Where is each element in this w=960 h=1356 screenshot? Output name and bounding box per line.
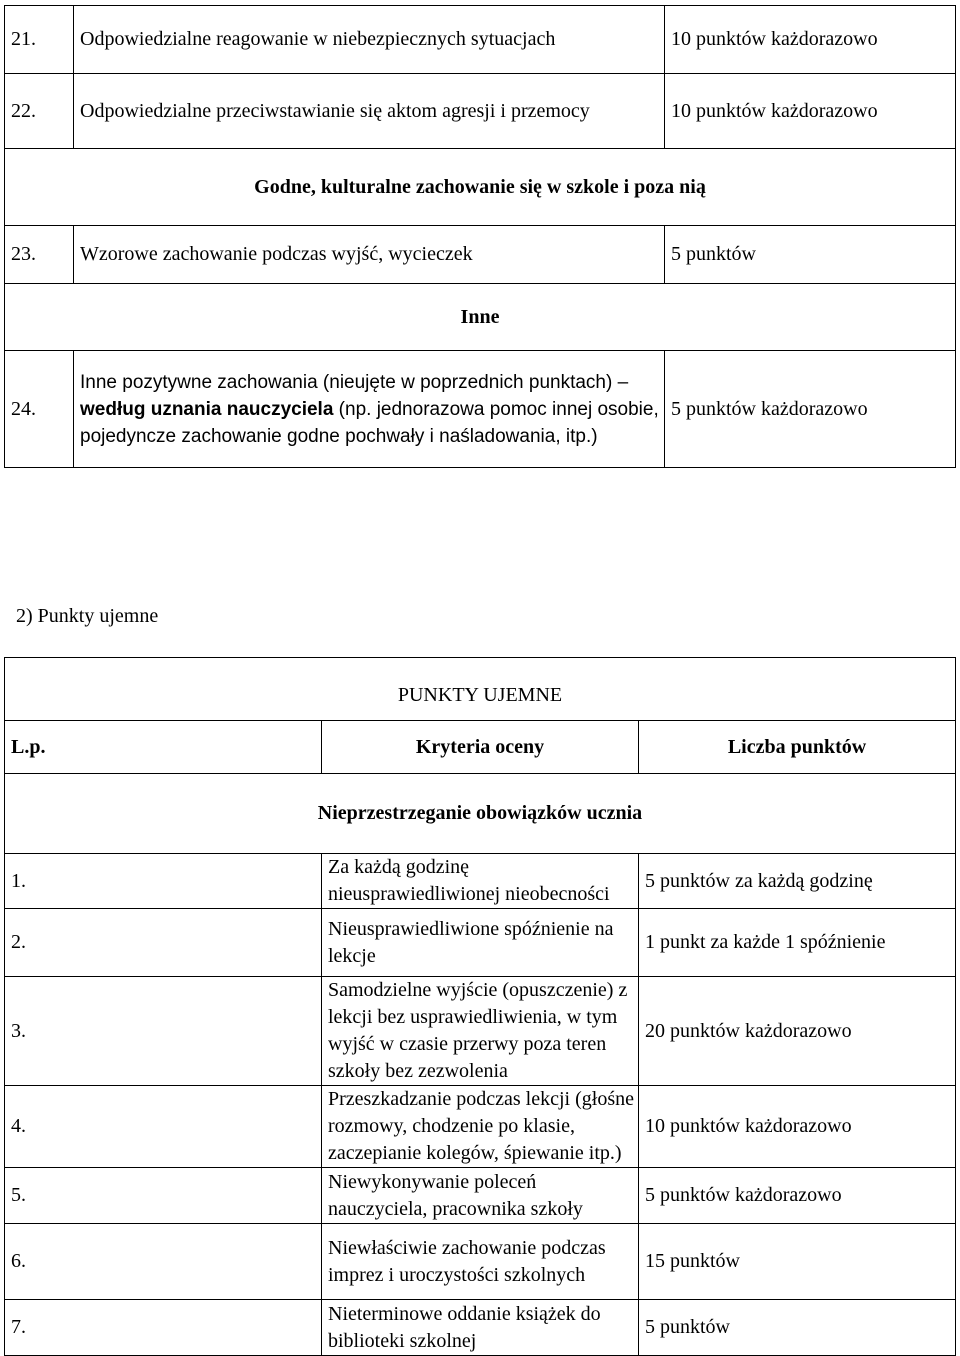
row-points: 5 punktów za każdą godzinę [639,854,956,909]
row-criterion: Za każdą godzinę nieusprawiedliwionej nieobecności [322,854,639,909]
row-number: 4. [5,1086,322,1168]
row-points: 10 punktów każdorazowo [665,74,956,149]
table-row [5,351,956,468]
row-number: 2. [5,909,322,977]
column-header-row [5,721,956,774]
row-number: 7. [5,1300,322,1356]
table-row [5,74,956,149]
column-header-criteria: Kryteria oceny [322,721,639,774]
criterion-text: (np. jednorazowa pomoc innej osobie, pojedyncze zachowanie godne pochwały i naśladowania, itp.) [80,398,659,447]
row-criterion: Wzorowe zachowanie podczas wyjść, wycieczek [74,226,665,284]
section-header-row [5,284,956,351]
positive-points-table [4,5,956,468]
criterion-emphasis: według uznania nauczyciela [80,398,334,420]
table-row [5,1300,956,1356]
row-criterion: Przeszkadzanie podczas lekcji (głośne rozmowy, chodzenie po klasie, zaczepianie kolegów, śpiewanie itp.) [322,1086,639,1168]
row-number: 23. [5,226,74,284]
row-criterion: Niewłaściwie zachowanie podczas imprez i uroczystości szkolnych [322,1224,639,1300]
row-number: 24. [5,351,74,468]
column-header-points: Liczba punktów [639,721,956,774]
row-number: 5. [5,1168,322,1224]
section-header-duties: Nieprzestrzeganie obowiązków ucznia [5,774,956,854]
row-points: 10 punktów każdorazowo [665,6,956,74]
row-criterion: Nieusprawiedliwione spóźnienie na lekcje [322,909,639,977]
row-points: 20 punktów każdorazowo [639,977,956,1086]
table-row [5,1168,956,1224]
row-number: 3. [5,977,322,1086]
row-points: 5 punktów każdorazowo [639,1168,956,1224]
table-row [5,1224,956,1300]
table-row [5,1086,956,1168]
table-row [5,226,956,284]
row-points: 5 punktów [639,1300,956,1356]
row-criterion [74,351,665,468]
row-criterion: Samodzielne wyjście (opuszczenie) z lekcji bez usprawiedliwienia, w tym wyjść w czasie przerwy poza teren szkoły bez zezwolenia [322,977,639,1086]
row-number: 6. [5,1224,322,1300]
criterion-text: Inne pozytywne zachowania (nieujęte w poprzednich punktach) – [80,371,629,393]
row-points: 10 punktów każdorazowo [639,1086,956,1168]
row-criterion: Odpowiedzialne przeciwstawianie się aktom agresji i przemocy [74,74,665,149]
table-row [5,854,956,909]
row-criterion: Niewykonywanie poleceń nauczyciela, pracownika szkoły [322,1168,639,1224]
table-title-row [5,658,956,721]
negative-points-table [4,657,956,1356]
row-number: 1. [5,854,322,909]
table-row [5,909,956,977]
row-criterion: Odpowiedzialne reagowanie w niebezpiecznych sytuacjach [74,6,665,74]
table-row [5,977,956,1086]
table-row [5,6,956,74]
row-points: 1 punkt za każde 1 spóźnienie [639,909,956,977]
row-points: 5 punktów [665,226,956,284]
row-points: 15 punktów [639,1224,956,1300]
column-header-number: L.p. [5,721,322,774]
section-header-row [5,774,956,854]
row-number: 21. [5,6,74,74]
row-points: 5 punktów każdorazowo [665,351,956,468]
table-title: PUNKTY UJEMNE [5,658,956,721]
row-criterion: Nieterminowe oddanie książek do biblioteki szkolnej [322,1300,639,1356]
section-title: 2) Punkty ujemne [16,605,159,627]
section-header-other: Inne [5,284,956,351]
section-header-row [5,149,956,226]
section-header-behavior: Godne, kulturalne zachowanie się w szkole i poza nią [5,149,956,226]
row-number: 22. [5,74,74,149]
